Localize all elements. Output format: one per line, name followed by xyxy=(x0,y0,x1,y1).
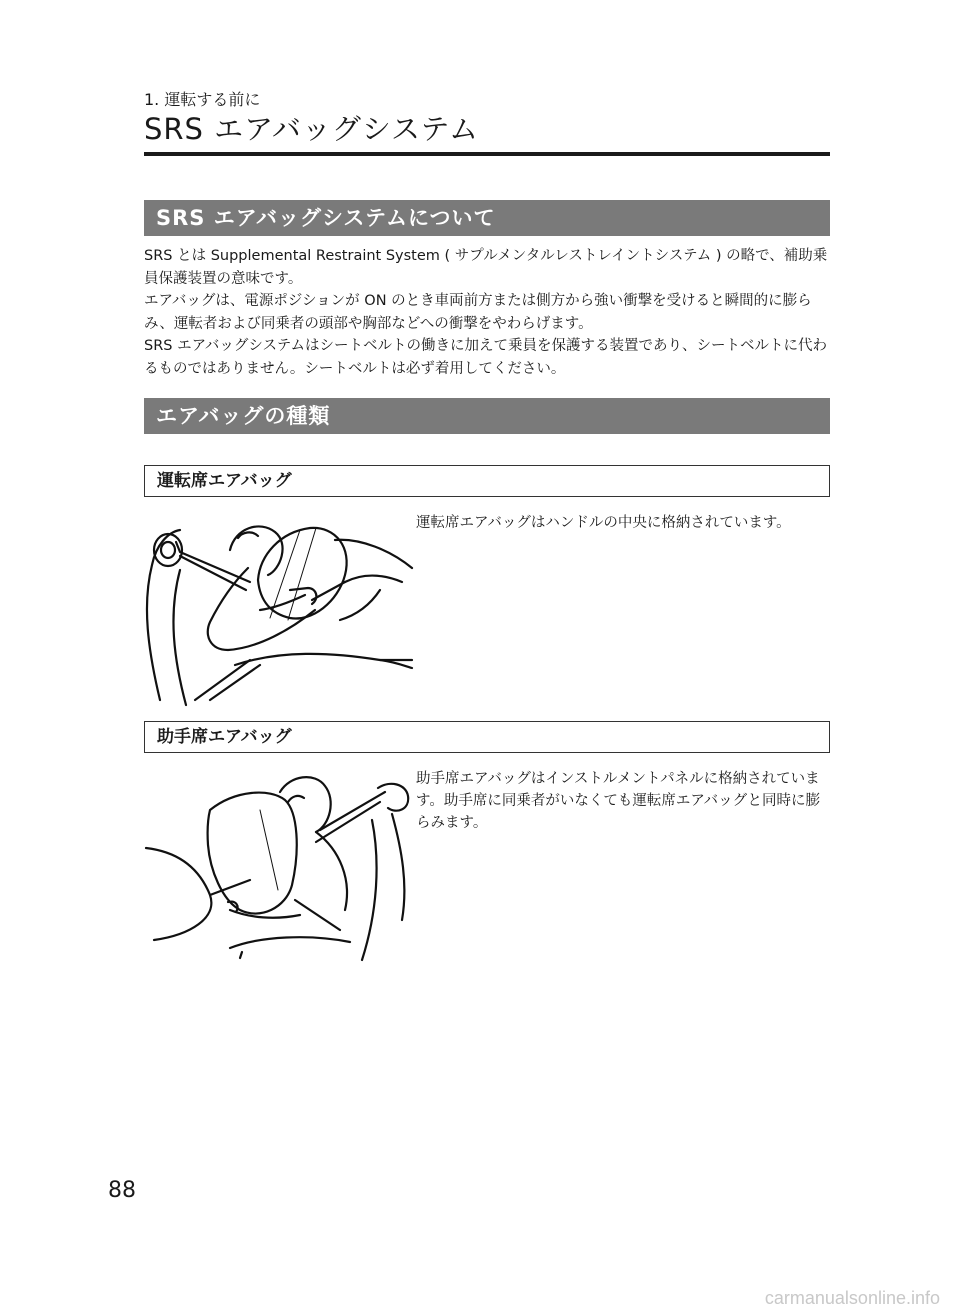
passenger-airbag-description: 助手席エアバッグはインストルメントパネルに格納されています。助手席に同乗者がいなくても運転席エアバッグと同時に膨らみます。 xyxy=(416,771,820,831)
watermark-text: carmanualsonline.info xyxy=(764,1288,940,1308)
intro-paragraph-2: エアバッグは、電源ポジションが ON のとき車両前方または側方から強い衝撃を受けると瞬間的に膨らみ、運転者および同乗者の頭部や胸部などへの衝撃をやわらげます。 xyxy=(144,293,812,332)
subsection-header-driver xyxy=(144,465,830,497)
passenger-airbag-illustration xyxy=(140,770,420,970)
title-divider xyxy=(144,152,830,156)
driver-airbag-illustration xyxy=(140,510,420,710)
page-title: SRS エアバッグシステム xyxy=(144,112,479,146)
section-header-types xyxy=(144,398,830,434)
intro-text xyxy=(144,245,830,380)
breadcrumb: 1. 運転する前に xyxy=(144,90,261,109)
subsection-header-passenger xyxy=(144,721,830,753)
section-header-about xyxy=(144,200,830,236)
driver-airbag-description: 運転席エアバッグはハンドルの中央に格納されています。 xyxy=(416,515,791,531)
intro-paragraph-3: SRS エアバッグシステムはシートベルトの働きに加えて乗員を保護する装置であり、シートベルトに代わるものではありません。シートベルトは必ず着用してください。 xyxy=(144,338,827,377)
section-heading-types: エアバッグの種類 xyxy=(156,404,331,428)
subsection-heading-passenger: 助手席エアバッグ xyxy=(157,727,292,747)
section-heading-about: SRS エアバッグシステムについて xyxy=(156,206,496,230)
subsection-heading-driver: 運転席エアバッグ xyxy=(157,471,292,491)
page-number: 88 xyxy=(108,1178,136,1203)
intro-paragraph-1: SRS とは Supplemental Restraint System ( サプルメンタルレストレイントシステム ) の略で、補助乗員保護装置の意味です。 xyxy=(144,248,828,287)
